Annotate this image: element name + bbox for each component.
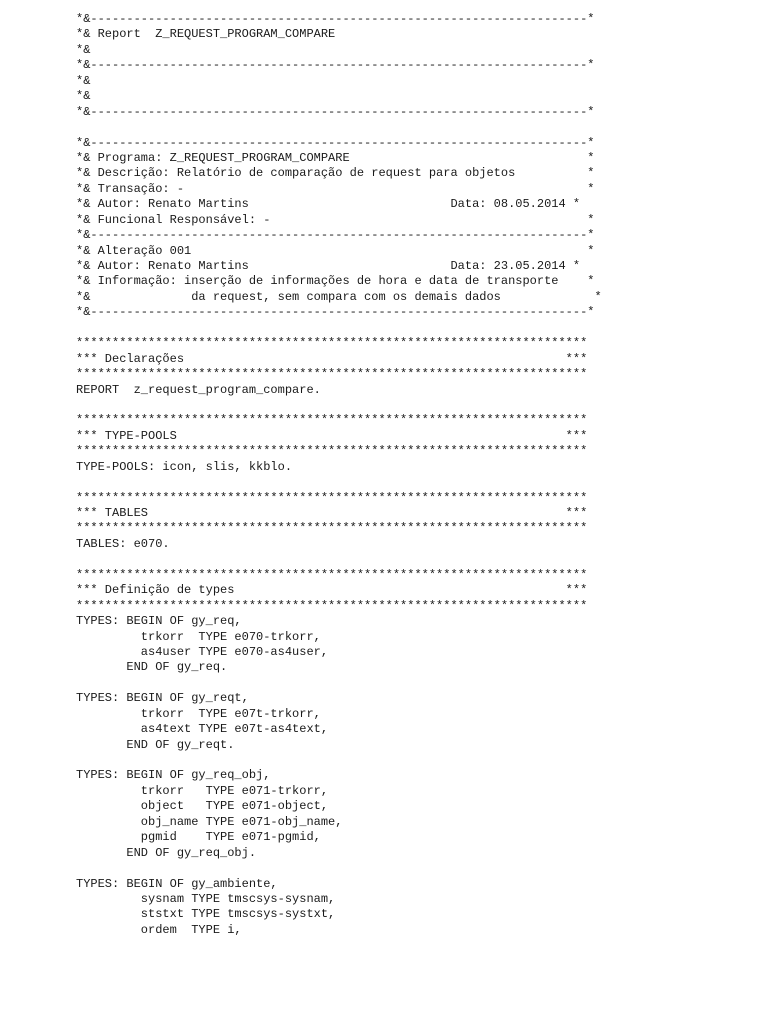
code-line: *& Report Z_REQUEST_PROGRAM_COMPARE	[76, 27, 336, 42]
code-line: *& Autor: Renato Martins Data: 23.05.2014 *	[76, 259, 581, 273]
code-line: *&---------------------------------------------------------------------*	[76, 58, 595, 73]
code-line: ***********************************************************************	[76, 367, 588, 382]
code-line: *&---------------------------------------------------------------------*	[76, 104, 595, 119]
code-line: *** Declarações ***	[76, 351, 588, 366]
code-line: END OF gy_req_obj.	[76, 845, 257, 860]
code-line: trkorr TYPE e070-trkorr,	[76, 629, 321, 644]
code-line: *&	[76, 73, 91, 88]
code-line: pgmid TYPE e071-pgmid,	[76, 830, 321, 845]
code-line: *& Informação: inserção de informações de hora e data de transporte *	[76, 274, 595, 289]
code-line: ***********************************************************************	[76, 521, 588, 536]
code-line: *& Funcional Responsável: - *	[76, 212, 595, 227]
code-line: *&---------------------------------------------------------------------*	[76, 135, 595, 150]
code-line: ***********************************************************************	[76, 444, 588, 459]
code-line: *& Transação: - *	[76, 181, 595, 196]
code-line: TYPES: BEGIN OF gy_reqt,	[76, 691, 249, 706]
code-line: *& Autor: Renato Martins Data: 08.05.2014 *	[76, 197, 581, 212]
code-line: *** TABLES ***	[76, 506, 588, 520]
code-line	[76, 676, 756, 691]
code-line: *&	[76, 89, 91, 104]
code-line: as4text TYPE e07t-as4text,	[76, 722, 329, 737]
code-line: obj_name TYPE e071-obj_name,	[76, 814, 343, 829]
code-line: *& Alteração 001 *	[76, 243, 595, 258]
code-line: ststxt TYPE tmscsys-systxt,	[76, 907, 336, 922]
code-line: *&---------------------------------------------------------------------*	[76, 228, 595, 243]
code-line	[76, 552, 756, 567]
code-line: ***********************************************************************	[76, 567, 588, 582]
code-line: trkorr TYPE e07t-trkorr,	[76, 706, 321, 721]
code-line	[76, 753, 756, 768]
code-line	[76, 398, 756, 413]
code-line: *&	[76, 42, 91, 57]
code-line: TYPE-POOLS: icon, slis, kkblo.	[76, 459, 293, 474]
code-line	[76, 321, 756, 336]
code-line: *& da request, sem compara com os demais dados *	[76, 289, 602, 304]
code-line: TYPES: BEGIN OF gy_ambiente,	[76, 876, 278, 891]
code-line: ordem TYPE i,	[76, 922, 242, 937]
code-line: *** TYPE-POOLS ***	[76, 428, 588, 443]
code-line: ***********************************************************************	[76, 598, 588, 613]
code-line: *& Descrição: Relatório de comparação de request para objetos *	[76, 166, 595, 181]
code-line: *&---------------------------------------------------------------------*	[76, 305, 595, 320]
code-line: *&---------------------------------------------------------------------*	[76, 12, 595, 26]
code-line	[76, 120, 756, 135]
code-line	[76, 861, 756, 876]
code-line: END OF gy_req.	[76, 660, 228, 675]
code-line: TYPES: BEGIN OF gy_req_obj,	[76, 768, 271, 783]
code-line: as4user TYPE e070-as4user,	[76, 644, 329, 659]
code-line: trkorr TYPE e071-trkorr,	[76, 783, 329, 798]
code-line: sysnam TYPE tmscsys-sysnam,	[76, 891, 336, 906]
code-line: ***********************************************************************	[76, 490, 588, 505]
code-line: TYPES: BEGIN OF gy_req,	[76, 614, 242, 629]
code-line: object TYPE e071-object,	[76, 799, 329, 814]
code-line: TABLES: e070.	[76, 536, 170, 551]
code-line: END OF gy_reqt.	[76, 737, 235, 752]
code-line: ***********************************************************************	[76, 413, 588, 428]
code-line: *** Definição de types ***	[76, 583, 588, 598]
abap-source-listing	[76, 12, 756, 938]
code-line: *& Programa: Z_REQUEST_PROGRAM_COMPARE *	[76, 150, 595, 165]
code-line: ***********************************************************************	[76, 336, 588, 351]
code-line	[76, 475, 756, 490]
code-line: REPORT z_request_program_compare.	[76, 382, 321, 397]
